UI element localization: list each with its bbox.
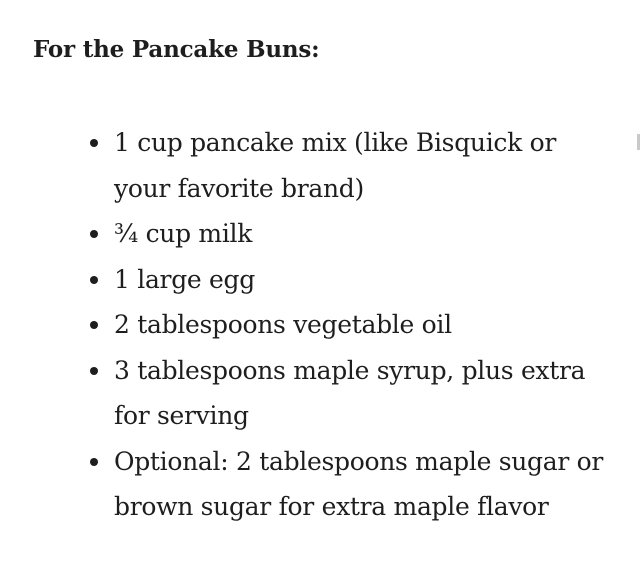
bullet-icon: [90, 139, 98, 147]
ingredient-list: [114, 120, 614, 530]
ingredient-text: ¾ cup milk: [114, 219, 253, 248]
list-item: [114, 257, 614, 303]
section-heading: For the Pancake Buns:: [33, 36, 320, 63]
bullet-icon: [90, 458, 98, 466]
ingredient-text: Optional: 2 tablespoons maple sugar or brown sugar for extra maple flavor: [114, 446, 604, 521]
bullet-icon: [90, 367, 98, 375]
list-item: [114, 211, 614, 257]
list-item: [114, 348, 614, 439]
bullet-icon: [90, 321, 98, 329]
list-item: [114, 120, 614, 211]
ingredient-text: 1 cup pancake mix (like Bisquick or your favorite brand): [114, 128, 556, 203]
list-item: [114, 302, 614, 348]
ingredient-text: 2 tablespoons vegetable oil: [114, 310, 452, 339]
ingredient-text: 1 large egg: [114, 264, 255, 294]
list-item: [114, 439, 614, 530]
bullet-icon: [90, 230, 98, 238]
bullet-icon: [90, 276, 98, 284]
ingredient-text: 3 tablespoons maple syrup, plus extra for serving: [114, 355, 586, 430]
